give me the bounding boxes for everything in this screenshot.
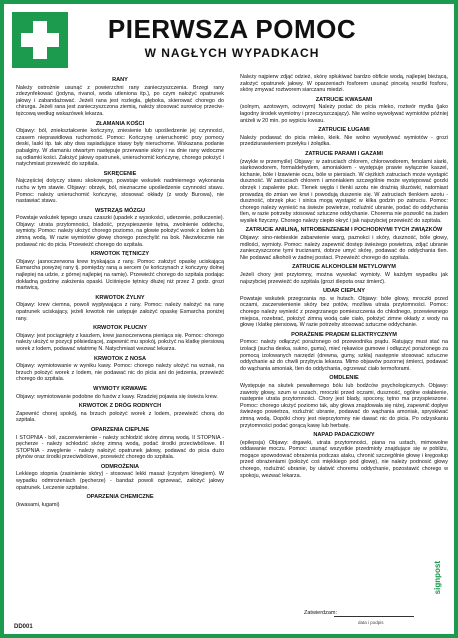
section-heading: KRWOTOK ŻYLNY [95, 294, 145, 301]
section-heading: ZATRUCIE ALKOHOLEM METYLOWYM [292, 264, 396, 271]
section-heading: WSTRZĄS MÓZGU [94, 207, 146, 214]
section-heading: KRWOTOK PŁUCNY [93, 325, 147, 332]
section-heading: ZATRUCIE ŁUGAMI [318, 127, 370, 134]
section-text: Lekkiego stopnia (zasinienie skóry) - stosować lekki masaż (czystym kinegiem). W wypadku odmrożeniach (pęcherze) - bandaż powoli ogrzewać, założyć jałowy opatrunek. Leczenie szpitalne. [16, 471, 224, 491]
section-text: Objawy: jasnoczerwona krew tryskająca z rany. Pomoc: założyć opaskę uciskającą Esmarcha powyżej rany tj. pomiędzy raną a sercem (w kończynach z kończyny dolnej najlepiej na udzie, z górnej najlepiej na ramię). Przewieźć chorego do szpitala podając dokładną godzinę założenia opaski. Uciśnięcie tętnicy dłużej niż przez 2 godz. grozi martwicą. [16, 258, 224, 292]
section-heading: ZŁAMANIA KOŚCI [95, 120, 145, 127]
section-heading: ZATRUCIE ANILINĄ, NITROBENZENEM I POCHODNYMI TYCH ZWIĄZKÓW [245, 227, 443, 234]
section-heading: KRWOTOK Z DRÓG RODNYCH [78, 403, 162, 410]
section-text: Występuje na skutek pewałternego bólu lub bodźców psychologicznych. Objawy: zawroty głowy, szum w uszach, mroczki przed oczami, duszność, ogólne osłabienie, następnie utrata przytomności. Chory jest blady, spocony, tętno ma przyspieszone. Pomoc: chorego ułożyć poziomo tak, aby głowa znajdowała się niżej, zapewnić dopływ świeżego powietrza, rozluźnić ubranie, podawać do wąchania amoniak, spryskiwać zimną wodą. Dopóki chory jest nieprzytomny nie dawać nic do picia. Po odzyskaniu przytomności podać gorącą kawę lub herbatę. [240, 382, 448, 429]
section-text: Najczęściej dotyczy stawu skokowego, powstaje wskutek nadmiernego wykonania ruchu w tym stawie. Objawy: obrzęk, ból, nieznaczne upośledzenie czynności stawu. Pomoc: należy unieruchomić kończynę, stosować okłady (z wody Burowa), nie nastawiać stawu. [16, 178, 224, 205]
section-heading: WYMIOTY KRWAWE [93, 385, 147, 392]
section-heading: PORAŻENIE PRĄDEM ELEKTRYCZNYM [291, 331, 397, 338]
section-heading: OPARZENIA CHEMICZNE [86, 494, 154, 501]
section-heading: SKRĘCENIE [103, 170, 137, 177]
section-text: Należy ostrożnie usunąć z powierzchni rany zanieczyszczenia. Brzegi rany zdezynfekować (jodyna, rivanol, woda utleniona itp.), po czym nałożyć opatrunek jałowy i zabandażować. Jeżeli rana jest rozległa, głęboka, skierować chorego do chirurga. Jeżeli rana jest zanieczyszczona ziemią, należy stosować surowicę przeciw-tężcową według wskazówek lekarza. [16, 84, 224, 117]
signature-line [334, 616, 414, 617]
section-text: Zapewnić chorej spokój, na brzuch położyć worek z lodem, przewieźć chorą do szpitala. [16, 410, 224, 424]
section-text: Objawy: sino-niebieskie zabarwienie warg, paznokci i skóry, duszność, bóle głowy, mdłości, wymioty. Pomoc: należy zapewnić dostęp świeżego powietrza, zdjąć ubranie zanieczyszczone tymi truciznami, dobrze umyć skórę, podawać do oddychania tlen. Nie podawać alkoholi w żadnej postaci. Przewieźć chorego do szpitala. [240, 235, 448, 261]
section-heading: ZATRUCIE KWASAMI [315, 96, 373, 103]
instructions [16, 74, 450, 604]
approved-sub-label: data i podpis [358, 620, 384, 625]
page-title: PIERWSZA POMOC [107, 14, 357, 44]
section-text: Objawy: wymiotowanie w wyniku kawy. Pomoc: chorego należy ułożyć na wznak, na brzuch położyć worek z lodem, nie podawać nic do picia ani do jedzenia, przewieźć chorego do szpitala. [16, 363, 224, 383]
section-text: Należy najpierw zdjąć odzież, skórę spłukiwać bardzo obficie wodą, najlepiej bieżącą, założyć opatrunek jałowy. W oparzeniach fosforem usunąć pincetą resztki fosforu, skórę zmywać roztworem siarczanu miedzi. [240, 74, 448, 94]
section-text: Objawy: ból, zniekształcenie kończyny, zniesienie lub upośledzenie jej czynności, czasem nieprawidłowa ruchomość. Pomoc: Kończynę unieruchomić przy pomocy deski, laski itp. tak aby dwa sąsiadujące stawy były nieruchome. Wskazana podanie pabalginy. W złamaniu otwartym następuje przerwanie skóry i na dnie rany widoczne są odłamki kości. Założyć jałowy opatrunek, unieruchomić kończynę, chorego położyć i natychmiast przewieźć do szpitala. [16, 128, 224, 168]
section-heading: ODMROŻENIA [100, 463, 140, 470]
section-heading: RANY [112, 77, 128, 83]
section-heading: OPARZENIA CIEPLNE [90, 426, 150, 433]
section-text: Objawy: wymiotowanie podobne do fusów z kawy. Rzadziej pojawia się świeża krew. [16, 393, 218, 400]
section-text: Należy podawać do picia mleko, kleik. Nie wolno wywoływać wymiotów - grozi przedziurawieniem przełyku i żołądka. [240, 134, 448, 148]
section-text: Objawy: krew ciemna, powoli wypływająca z rany. Pomoc: należy nałożyć na ranę opatrunek uciskający, jeżeli krwotok nie ustępuje założyć opaskę Esmarcha poniżej rany. [16, 302, 224, 322]
section-text: Powstaje wskutek tępego urazu czaszki (upadek z wysokości, uderzenie, potłuczenie). Objawy: utrata przytomności, bladość, przyspieszenie tętna, zwolnienie oddechu, wymioty. Pomoc: należy ułożyć chorego poziomo, na głowie położyć worek z lodem lub zimną wodą. W razie wymiotów głowę chorego przechylić na bok. Niezwłocznie nie podawać nic do picia. Przewieźć chorego do szpitala. [16, 215, 224, 248]
section-heading: UDAR CIEPLNY [323, 288, 365, 295]
right-column [240, 74, 448, 481]
section-text: Powstaje wskutek przegrzania np. w hutach. Objawy: bóle głowy, mroczki przed oczami, zaczerwienienie skóry bez potów, możliwa utrata przytomności. Pomoc: chorego należy wynieść z przegrzanego pomieszczenia do chłodnego, przewiewnego miejsca, rozebrać, położyć zimną wodą całe ciało, położyć zimne okłady z wody na głowę i klatkę piersiową. W razie potrzeby stosować sztuczne oddychanie. [240, 295, 448, 329]
section-text: Objawy: jest pociągnięty z kaszlem, krew jasnoczerwona pieniąca się. Pomoc: chorego należy ułożyć w pozycji półsiedzącej, zapewnić mu spokój, położyć na klatkę piersiową worek z lodem, podawać wlatrimę N. Natychmiast wezwać lekarza. [16, 332, 224, 352]
brand-logo: signpost [433, 560, 442, 594]
section-text: Jeżeli chory jest przytomny, można wywołać wymioty. W każdym wypadku jak najszybciej przewieźć do szpitala (grozi ślepota oraz śmierć). [240, 272, 448, 285]
section-text: I STOPNIA - ból, zaczerwienienie - należy schłodzić skórę zimną wodą. II STOPNIA - pęcherze - należy schłodzić skórę zimną wodą, podać środki przeciwbólowe. III STOPNIA - zwęglenie - należy nałożyć opatrunek jałowy, podawać do picia dużo płynów oraz środki przeciwbólowe, przewieźć chorego do szpitala. [16, 434, 224, 461]
section-text: Pomoc: należy odłączyć porażonego od przewodnika prądu. Ratujący musi stać na izolacji (sucha deska, sukno, guma), mieć rękawice gumowe i odłączyć porażonego za pomocą izolowanych narzędzi (drewna, gumy, szkła) następnie stosować sztuczne oddychanie aż do chwili przybycia lekarza. Mimo objawów pozornej śmierci, podawać do wąchania amoniak, tlen do oddychania, ogrzewać ciało termoforami. [240, 339, 448, 372]
section-text: (epilepsja) Objawy: drgawki, utrata przytomności, piana na ustach, mimowolne oddawanie moczu. Pomoc: usunąć wszystkie przedmioty znajdujące się w pobliżu, mogące spowodować obrażenia podczas ataku, chronić szczególnie głowę i kręgosłup przed obrażeniami (położyć coś miękkiego pod głowę), nie należy podnosić głowy chorego, rozluźnić ubranie, by ułatwić choremu oddychanie, pozostawić chorego w spokoju, wezwać lekarza. [240, 439, 448, 479]
sign-code: DD001 [14, 624, 33, 630]
section-heading: ZATRUCIE PARAMI I GAZAMI [305, 150, 383, 157]
left-column [16, 74, 224, 510]
sign-header [12, 12, 452, 72]
section-text: (zwykle w przemyśle) Objawy: w zatruciach chlorem, chlorowodorem, fenolami siarki, siarkowodorem, formaldehydem, amoniakiem - występuje prawie wyłącznie kaszel, kichanie, bóle i łzawienie oczu, bóle w piersiach. W ciężkich zatruciach może wystąpić duszność. W zatruciach chlorem i amoniakiem szczególnie może występować gorzki obrzęk i zapalenie płuc. Tlenek węgla i tlenki azotu nie drażnią śluzówki, natomiast prowadzą do zmian we krwi i powodują duszenie się. W zatruciach tlenkiem azotu - duszność, obrzęk płuc i sinica mogą wystąpić w kilka godzin po zatruciu. Pomoc: chorego należy wynieść na świeże powietrze, rozluźnić ubranie, podać do oddychania tlen, w razie potrzeby stosować sztuczne oddychanie. Chorema nie pozwolić na żaden wysiłek fizyczny. Chorego należy ciepło okryć i jak najszybciej przewieźć do szpitala. [240, 158, 448, 224]
section-heading: KRWOTOK TĘTNICZY [90, 251, 150, 258]
approved-label: Zatwierdzam: [304, 610, 338, 616]
section-heading: NAPAD PADACZKOWY [313, 432, 375, 439]
first-aid-cross-icon [12, 12, 68, 68]
section-text: (solnym, azotowym, octowym) Należy podać do picia mleko, roztwór mydła (jako łagodny środek wymiotny i przeczyszczający). Nie wolno wywoływać wymiotów później aniżeli w 20 min. po wypiciu kwasu. [240, 104, 448, 124]
section-heading: OMDLENIE [329, 375, 359, 382]
page-subtitle: W NAGŁYCH WYPADKACH [144, 46, 320, 60]
section-heading: KRWOTOK Z NOSA [93, 355, 146, 362]
section-text: (kwasami, ługami) [16, 501, 60, 508]
